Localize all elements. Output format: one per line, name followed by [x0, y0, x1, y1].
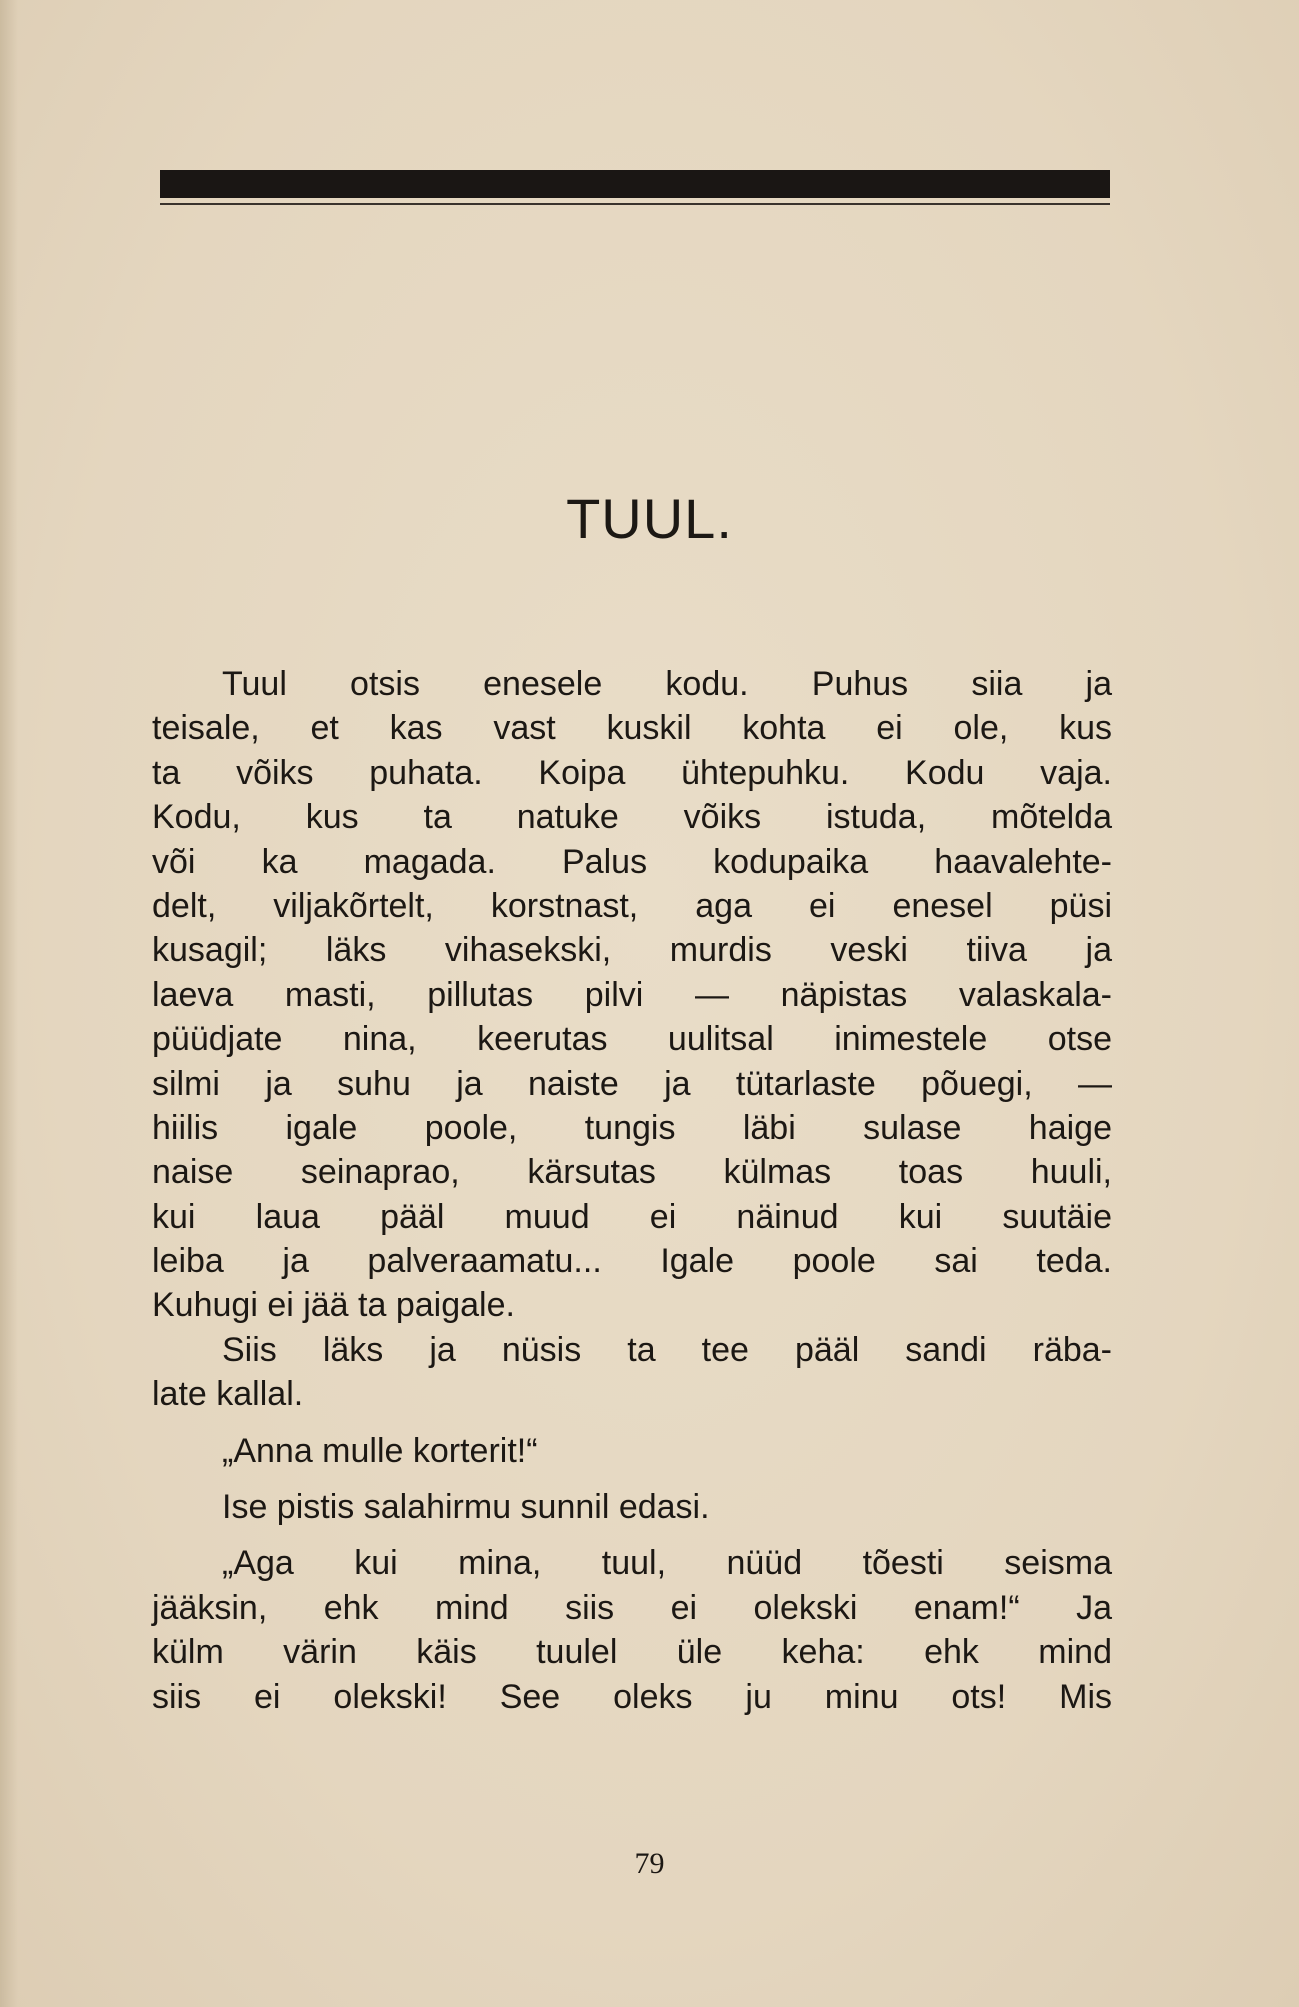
text-line: kusagil; läks vihasekski, murdis veski tiiva ja [152, 931, 1112, 970]
text-line: Kodu, kus ta natuke võiks istuda, mõtelda [152, 798, 1112, 837]
text-line: Kuhugi ei jää ta paigale. [152, 1286, 515, 1325]
chapter-title: TUUL. [566, 487, 733, 550]
text-line: „Anna mulle korterit!“ [222, 1431, 538, 1470]
text-line: teisale, et kas vast kuskil kohta ei ole, kus [152, 709, 1112, 748]
text-line: kui laua pääl muud ei näinud kui suutäie [152, 1197, 1112, 1236]
text-line: jääksin, ehk mind siis ei olekski enam!“ Ja [152, 1588, 1112, 1627]
page-gutter-shadow [0, 0, 18, 2007]
text-line: Ise pistis salahirmu sunnil edasi. [222, 1488, 710, 1527]
text-line: siis ei olekski! See oleks ju minu ots! Mis [152, 1677, 1112, 1716]
text-line: või ka magada. Palus kodupaika haavalehte- [152, 842, 1112, 881]
text-line: hiilis igale poole, tungis läbi sulase haige [152, 1108, 1112, 1147]
text-line: Siis läks ja nüsis ta tee pääl sandi räba- [222, 1330, 1112, 1369]
paragraph-gap [152, 1473, 1112, 1485]
text-line: ta võiks puhata. Koipa ühtepuhku. Kodu vaja. [152, 753, 1112, 792]
header-ornament-bar [160, 170, 1110, 198]
text-line: Tuul otsis enesele kodu. Puhus siia ja [222, 665, 1112, 703]
text-line: „Aga kui mina, tuul, nüüd tõesti seisma [222, 1544, 1112, 1583]
text-line: late kallal. [152, 1375, 304, 1414]
text-line: delt, viljakõrtelt, korstnast, aga ei enesel püsi [152, 886, 1112, 925]
text-line: naise seinaprao, kärsutas külmas toas huuli, [152, 1153, 1112, 1192]
text-line: leiba ja palveraamatu... Igale poole sai teda. [152, 1242, 1112, 1281]
paragraph-gap [152, 1529, 1112, 1541]
header-thin-rule [160, 203, 1110, 205]
paragraph-gap [152, 1417, 1112, 1429]
page-number: 79 [634, 1847, 665, 1880]
text-line: silmi ja suhu ja naiste ja tütarlaste põuegi, — [152, 1064, 1112, 1103]
text-line: laeva masti, pillutas pilvi — näpistas valaskala- [152, 975, 1112, 1014]
body-text [152, 662, 1112, 1719]
text-line: külm värin käis tuulel üle keha: ehk mind [152, 1633, 1112, 1672]
text-line: püüdjate nina, keerutas uulitsal inimestele otse [152, 1020, 1112, 1059]
